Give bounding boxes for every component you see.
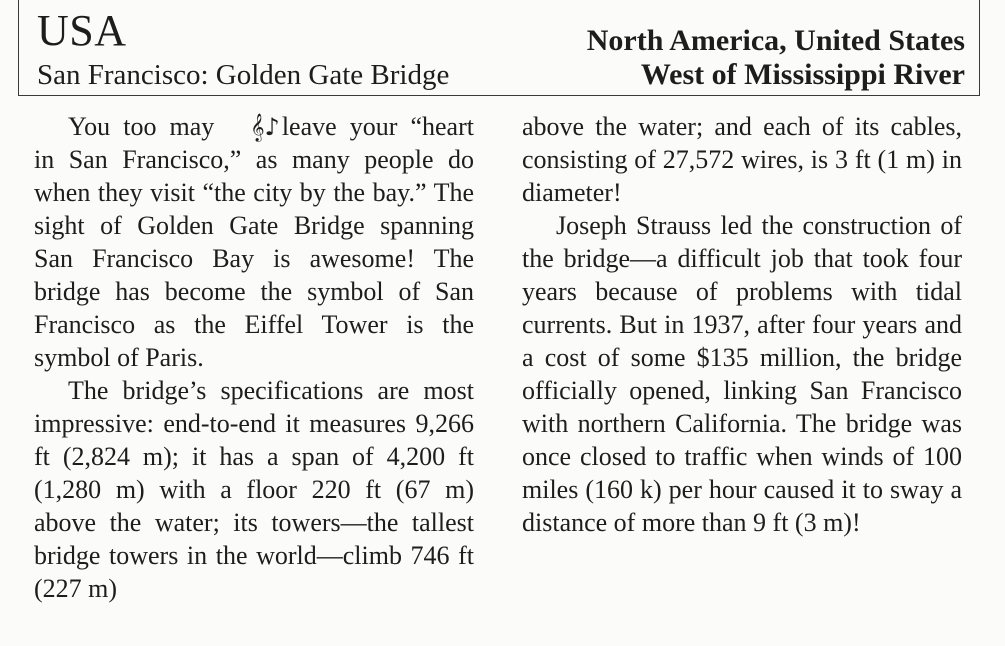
right-column: [522, 110, 962, 539]
region-line-1: North America, United States: [586, 24, 965, 57]
paragraph-specifications: The bridge’s specifications are most impressive: end-to-end it measures 9,266 ft (2,824 m); it has a span of 4,200 ft (1,280 m) with a floor 220 ft (67 m) above the water; its towers—the tallest bridge towers in the world—climb 746 ft (227 m): [34, 376, 474, 603]
paragraph-intro: [34, 110, 474, 374]
page-title: San Francisco: Golden Gate Bridge: [37, 59, 450, 91]
header-box: [18, 0, 980, 96]
paragraph-history: Joseph Strauss led the construction of the bridge—a difficult job that took four years because of problems with tidal currents. But in 1937, after four years and a cost of some $135 million, the bridge officially opened, linking San Francisco with northern California. The bridge was once closed to traffic when winds of 100 miles (160 k) per hour caused it to sway a distance of more than 9 ft (3 m)!: [522, 211, 962, 537]
music-notes-icon: 𝄞♪: [250, 113, 280, 141]
country-title: USA: [37, 6, 127, 55]
region-line-2: West of Mississippi River: [640, 58, 965, 91]
intro-text-rest: leave your “heart in San Francisco,” as many people do when they visit “the city by the bay.” The sight of Golden Gate Bridge spanning San Francisco Bay is awesome! The bridge has become the symbol of San Francisco as the Eiffel Tower is the symbol of Paris.: [34, 112, 474, 372]
intro-text-start: You too may: [68, 112, 215, 141]
left-column: [34, 110, 474, 605]
paragraph-specifications-continued: above the water; and each of its cables, consisting of 27,572 wires, is 3 ft (1 m) in diameter!: [522, 112, 962, 207]
